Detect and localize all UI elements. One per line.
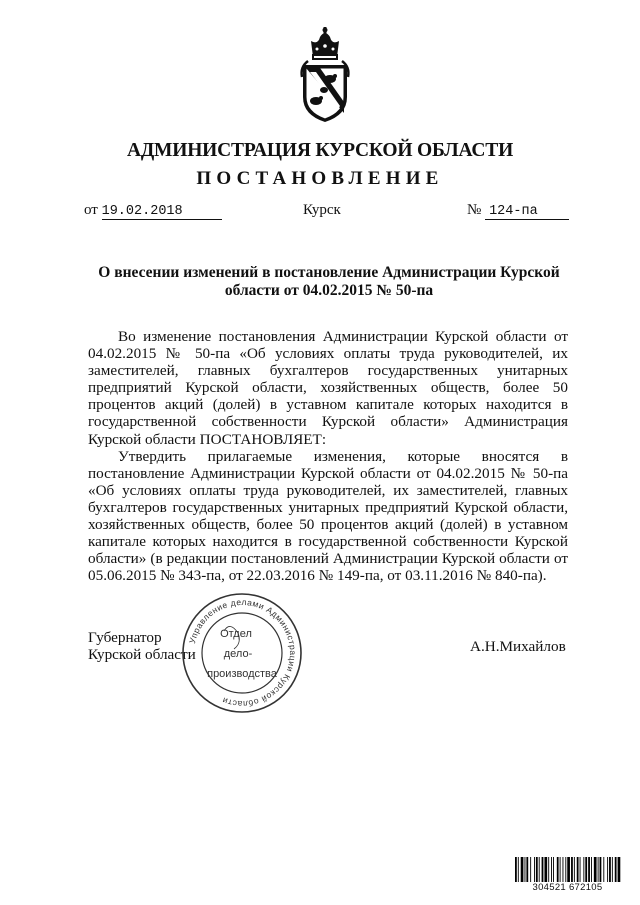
document-city: Курск xyxy=(303,202,341,218)
document-date xyxy=(84,202,222,220)
signatory-name: А.Н.Михайлов xyxy=(470,638,566,655)
position-line-1: Губернатор xyxy=(88,629,162,646)
heading-line-1: О внесении изменений в постановление Администрации Курской xyxy=(98,264,560,281)
document-heading xyxy=(90,264,568,300)
document-number xyxy=(467,202,569,220)
number-prefix: № xyxy=(467,202,482,218)
office-stamp xyxy=(180,591,304,715)
date-prefix: от xyxy=(84,202,98,218)
document-type-title: ПОСТАНОВЛЕНИЕ xyxy=(196,168,444,189)
body-paragraph-2: Утвердить прилагаемые изменения, которые вносятся в постановление Администрации Курской области от 04.02.2015 № 50-па «Об условиях оплаты труда руководителей, их заместителей, главных бухгалтеров государственных унитарных предприятий Курской области, хозяйственных обществ, более 50 процентов акций (долей) в уставном капитале которых находится в государственной собственности Курской области» (в редакции постановлений Администрации Курской области от 05.06.2015 № 343-па, от 22.03.2016 № 149-па, от 03.11.2016 № 840-па). xyxy=(88,447,568,585)
barcode-number: 304521 672105 xyxy=(514,882,621,893)
stamp-line-3: производства xyxy=(207,668,277,680)
position-line-2: Курской области xyxy=(88,646,196,663)
number-value: 124-па xyxy=(485,205,569,220)
coat-of-arms-icon xyxy=(296,27,354,125)
heading-line-2: области от 04.02.2015 № 50-па xyxy=(224,282,434,299)
body-paragraph-1: Во изменение постановления Администрации Курской области от 04.02.2015 № 50-па «Об условиях оплаты труда руководителей, их заместителей, главных бухгалтеров государственных унитарных предприятий Курской области, хозяйственных обществ, более 50 процентов акций (долей) в уставном капитале которых находится в государственной собственности Курской области» Администрация Курской области ПОСТАНОВЛЯЕТ: xyxy=(88,328,568,448)
document-body xyxy=(88,328,568,584)
date-value: 19.02.2018 xyxy=(102,205,222,220)
stamp-line-1: Отдел xyxy=(220,628,252,640)
stamp-line-2: дело- xyxy=(223,648,253,660)
stamp-outer-text: Управление делами Администрации Курской области xyxy=(187,596,299,710)
organization-title: АДМИНИСТРАЦИЯ КУРСКОЙ ОБЛАСТИ xyxy=(126,140,514,161)
